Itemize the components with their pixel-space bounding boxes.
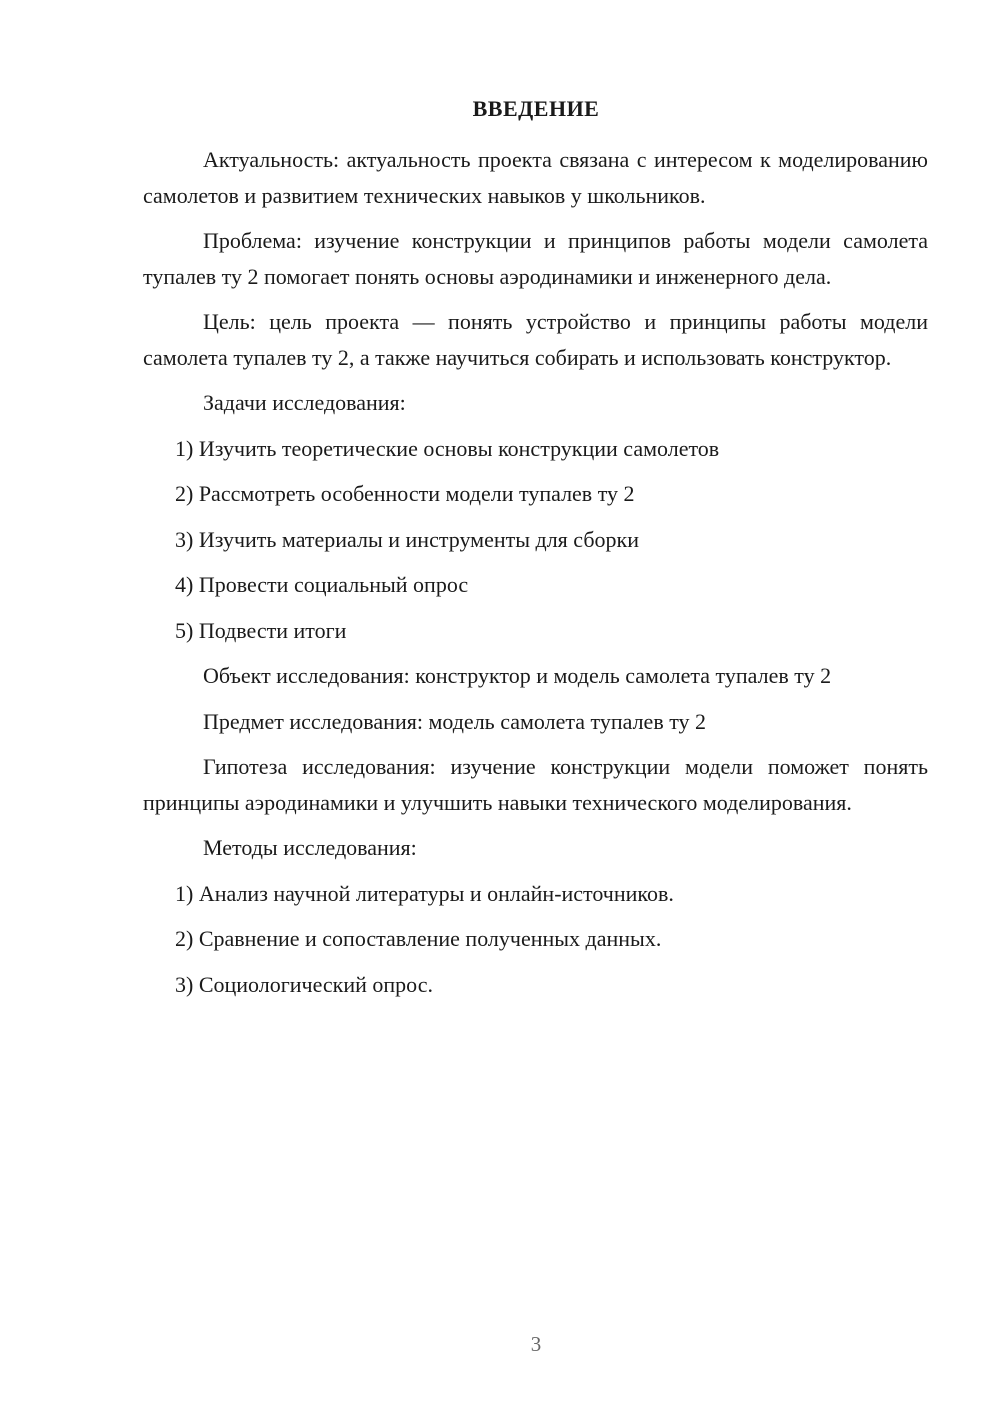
list-item: 1) Анализ научной литературы и онлайн-источников. xyxy=(175,880,674,906)
list-item: 1) Изучить теоретические основы конструкции самолетов xyxy=(175,435,720,461)
page-number: 3 xyxy=(530,1332,542,1356)
goal-paragraph: Цель: цель проекта — понять устройство и принципы работы модели самолета тупалев ту 2, а также научиться собирать и использовать конструктор. xyxy=(143,309,928,370)
document-body xyxy=(143,142,928,1012)
methods-heading: Методы исследования: xyxy=(203,835,417,860)
subject-paragraph: Предмет исследования: модель самолета тупалев ту 2 xyxy=(203,708,707,734)
object-paragraph: Объект исследования: конструктор и модель самолета тупалев ту 2 xyxy=(203,663,832,688)
problem-paragraph: Проблема: изучение конструкции и принципов работы модели самолета тупалев ту 2 помогает понять основы аэродинамики и инженерного дела. xyxy=(143,228,928,289)
list-item: 4) Провести социальный опрос xyxy=(175,572,469,597)
tasks-list xyxy=(143,431,928,649)
list-item: 3) Социологический опрос. xyxy=(175,971,433,997)
list-item: 5) Подвести итоги xyxy=(175,617,347,643)
list-item: 2) Рассмотреть особенности модели тупалев ту 2 xyxy=(175,481,635,506)
hypothesis-paragraph: Гипотеза исследования: изучение конструкции модели поможет понять принципы аэродинамики и улучшить навыки технического моделирования. xyxy=(143,754,928,815)
methods-list xyxy=(143,876,928,1003)
list-item: 2) Сравнение и сопоставление полученных данных. xyxy=(175,926,662,951)
list-item: 3) Изучить материалы и инструменты для сборки xyxy=(175,526,639,552)
relevance-paragraph: Актуальность: актуальность проекта связана с интересом к моделированию самолетов и развитием технических навыков у школьников. xyxy=(143,147,928,208)
page-title: ВВЕДЕНИЕ xyxy=(472,96,600,121)
tasks-heading: Задачи исследования: xyxy=(203,390,406,415)
